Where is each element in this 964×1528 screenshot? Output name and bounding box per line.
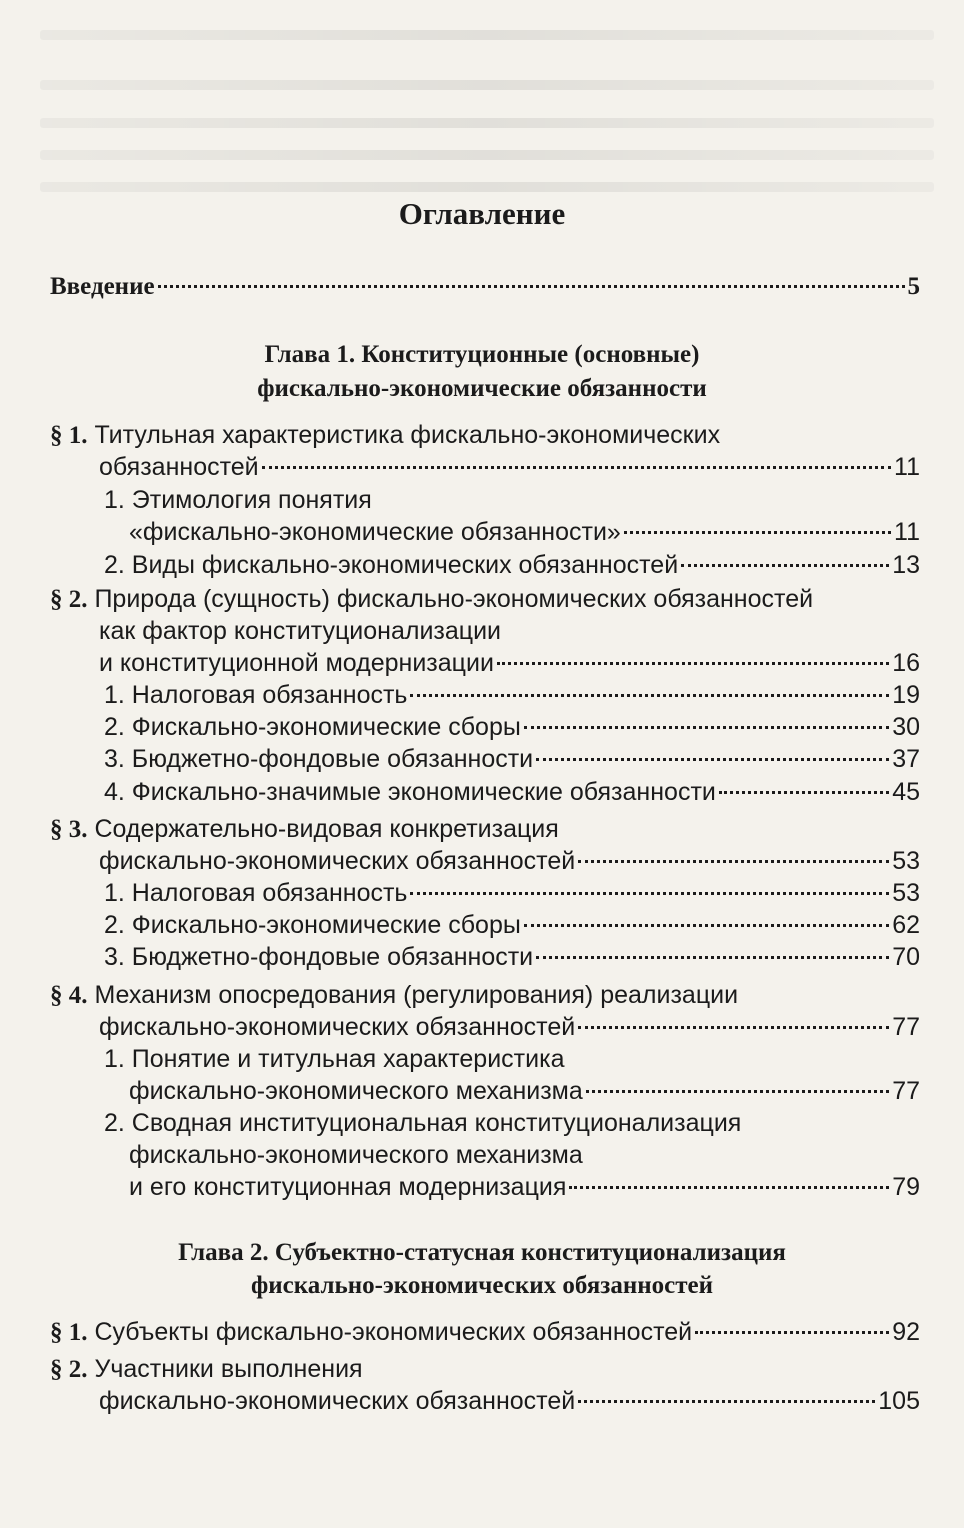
leader-dots <box>719 791 889 794</box>
section-number: § 3. <box>50 816 88 843</box>
toc-subsection-2-2[interactable]: 2. Фискально-экономические сборы 30 <box>104 713 920 741</box>
leader-dots <box>624 531 891 534</box>
toc-chapter-2-section-2-line-2[interactable]: фискально-экономических обязанностей 105 <box>99 1387 920 1415</box>
page-number: 70 <box>892 943 920 971</box>
page-number: 16 <box>892 649 920 677</box>
toc-section-3-line-1[interactable]: § 3. Содержательно-видовая конкретизация <box>50 815 559 843</box>
toc-subsection-3-3[interactable]: 3. Бюджетно-фондовые обязанности 70 <box>104 943 920 971</box>
toc-entry-introduction[interactable]: Введение 5 <box>50 271 920 303</box>
toc-subsection-4-1-line-1[interactable]: 1. Понятие и титульная характеристика <box>104 1045 565 1073</box>
page-number: 79 <box>892 1173 920 1201</box>
toc-section-2-line-3[interactable]: и конституционной модернизации 16 <box>99 649 920 677</box>
page-number: 19 <box>892 681 920 709</box>
toc-subsection-1-2[interactable]: 2. Виды фискально-экономических обязанностей 13 <box>104 551 920 579</box>
leader-dots <box>569 1186 889 1189</box>
bleed-through-line <box>40 80 934 90</box>
leader-dots <box>497 662 889 665</box>
toc-subsection-4-2-line-3[interactable]: и его конституционная модернизация 79 <box>129 1173 920 1201</box>
page-number: 11 <box>894 453 920 481</box>
leader-dots <box>536 956 889 959</box>
page-number: 53 <box>892 847 920 875</box>
toc-subsection-4-1-line-2[interactable]: фискально-экономического механизма 77 <box>129 1077 920 1105</box>
toc-section-2-line-2[interactable]: как фактор конституционализации <box>99 617 502 645</box>
leader-dots <box>410 892 889 895</box>
bleed-through-line <box>40 182 934 192</box>
page-number: 62 <box>892 911 920 939</box>
toc-section-4-line-1[interactable]: § 4. Механизм опосредования (регулирования) реализации <box>50 981 739 1009</box>
toc-subsection-4-2-line-2[interactable]: фискально-экономического механизма <box>129 1141 583 1169</box>
page-number: 53 <box>892 879 920 907</box>
toc-section-1-line-2[interactable]: обязанностей 11 <box>99 453 920 481</box>
section-number: § 2. <box>50 1356 88 1383</box>
chapter-1-heading-line-1: Глава 1. Конституционные (основные) <box>264 341 700 368</box>
toc-subsection-2-4[interactable]: 4. Фискально-значимые экономические обязанности 45 <box>104 778 920 806</box>
leader-dots <box>578 860 889 863</box>
page-number: 92 <box>892 1318 920 1346</box>
chapter-2-heading-line-1: Глава 2. Субъектно-статусная конституционализация <box>178 1239 786 1266</box>
page-number: 5 <box>907 273 920 300</box>
toc-section-2-line-1[interactable]: § 2. Природа (сущность) фискально-экономических обязанностей <box>50 585 814 613</box>
toc-title: Оглавление <box>398 196 566 231</box>
leader-dots <box>695 1331 889 1334</box>
page-number: 37 <box>892 745 920 773</box>
leader-dots <box>578 1400 875 1403</box>
toc-subsection-3-1[interactable]: 1. Налоговая обязанность 53 <box>104 879 920 907</box>
page-number: 77 <box>892 1013 920 1041</box>
leader-dots <box>158 285 905 288</box>
toc-subsection-2-1[interactable]: 1. Налоговая обязанность 19 <box>104 681 920 709</box>
leader-dots <box>524 924 889 927</box>
toc-section-3-line-2[interactable]: фискально-экономических обязанностей 53 <box>99 847 920 875</box>
toc-section-4-line-2[interactable]: фискально-экономических обязанностей 77 <box>99 1013 920 1041</box>
leader-dots <box>524 726 889 729</box>
toc-subsection-3-2[interactable]: 2. Фискально-экономические сборы 62 <box>104 911 920 939</box>
toc-subsection-1-1-line-1[interactable]: 1. Этимология понятия <box>104 486 372 514</box>
leader-dots <box>586 1090 889 1093</box>
toc-subsection-2-3[interactable]: 3. Бюджетно-фондовые обязанности 37 <box>104 745 920 773</box>
page-number: 77 <box>892 1077 920 1105</box>
bleed-through-line <box>40 30 934 40</box>
toc-section-1-line-1[interactable]: § 1. Титульная характеристика фискально-экономических <box>50 421 721 449</box>
section-number: § 4. <box>50 982 88 1009</box>
bleed-through-line <box>40 150 934 160</box>
toc-subsection-4-2-line-1[interactable]: 2. Сводная институциональная конституционализация <box>104 1109 742 1137</box>
leader-dots <box>681 564 889 567</box>
leader-dots <box>262 466 891 469</box>
section-number: § 1. <box>50 1319 88 1346</box>
page-number: 30 <box>892 713 920 741</box>
leader-dots <box>410 694 889 697</box>
toc-subsection-1-1-line-2[interactable]: «фискально-экономические обязанности» 11 <box>129 518 920 546</box>
section-number: § 2. <box>50 586 88 613</box>
chapter-1-heading-line-2: фискально-экономические обязанности <box>257 375 707 402</box>
page-number: 11 <box>894 518 920 546</box>
toc-chapter-2-section-2-line-1[interactable]: § 2. Участники выполнения <box>50 1355 363 1383</box>
page-number: 13 <box>892 551 920 579</box>
toc-chapter-2-section-1[interactable]: § 1. Субъекты фискально-экономических обязанностей 92 <box>50 1318 920 1346</box>
leader-dots <box>578 1026 889 1029</box>
bleed-through-line <box>40 118 934 128</box>
page-number: 105 <box>878 1387 920 1415</box>
leader-dots <box>536 758 889 761</box>
section-number: § 1. <box>50 422 88 449</box>
page-number: 45 <box>892 778 920 806</box>
chapter-2-heading-line-2: фискально-экономических обязанностей <box>250 1272 714 1299</box>
